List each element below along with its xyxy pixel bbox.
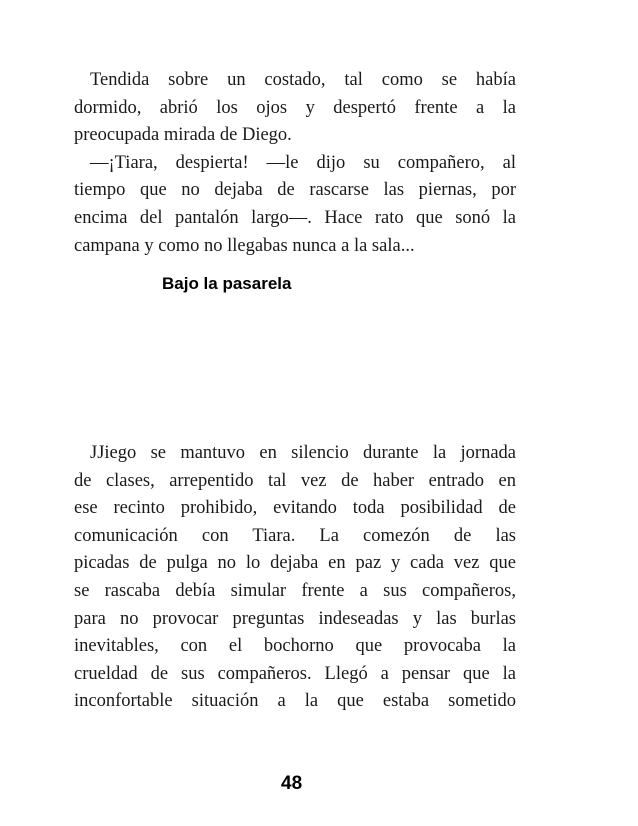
paragraph-chapter-start (74, 440, 516, 716)
text-line: tiempo que no dejaba de rascarse las piernas, por (74, 180, 516, 201)
text-line: encima del pantalón largo—. Hace rato que sonó la (74, 207, 516, 228)
text-line: comunicación con Tiara. La comezón de las (74, 525, 516, 546)
text-line: crueldad de sus compañeros. Llegó a pensar que la (74, 663, 516, 684)
text-line: picadas de pulga no lo dejaba en paz y cada vez que (74, 553, 516, 574)
text-line: Tendida sobre un costado, tal como se había (90, 70, 516, 90)
text-line: —¡Tiara, despierta! —le dijo su compañero, al (90, 152, 516, 173)
text-line: campana y como no llegabas nunca a la sala... (74, 235, 415, 256)
text-line: inconfortable situación a la que estaba sometido (74, 691, 516, 712)
page-number: 48 (281, 773, 303, 794)
text-line: preocupada mirada de Diego. (74, 125, 292, 146)
text-line: dormido, abrió los ojos y despertó frente a la (74, 97, 516, 118)
text-line: inevitables, con el bochorno que provocaba la (74, 636, 516, 657)
chapter-heading: Bajo la pasarela (162, 274, 292, 293)
text-line: JJiego se mantuvo en silencio durante la jornada (90, 443, 516, 463)
text-line: de clases, arrepentido tal vez de haber entrado en (74, 470, 516, 491)
text-line: para no provocar preguntas indeseadas y las burlas (74, 608, 516, 629)
text-line: ese recinto prohibido, evitando toda posibilidad de (74, 498, 516, 519)
paragraph-opening (74, 67, 516, 260)
text-line: se rascaba debía simular frente a sus compañeros, (74, 580, 516, 601)
